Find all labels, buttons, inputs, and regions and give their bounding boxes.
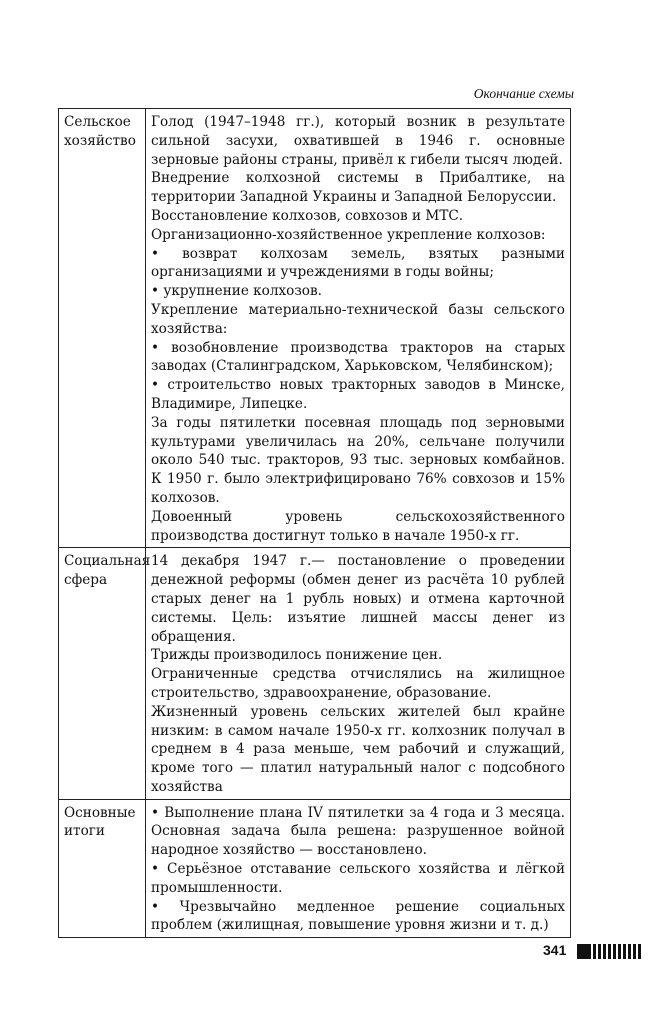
content-line: • возврат колхозам земель, взятых разными организациями и учреждениями в годы войны; xyxy=(151,245,565,281)
content-line: • Выполнение плана IV пятилетки за 4 года и 3 месяца. Основная задача была решена: разрушенное войной народное хозяйство — восстановлено. xyxy=(151,804,565,859)
row-label: Сельское хозяйство xyxy=(59,109,146,548)
row-label: Основные итоги xyxy=(59,799,146,938)
row-label: Социальная сфера xyxy=(59,548,146,799)
content-line: Восстановление колхозов, совхозов и МТС. xyxy=(151,207,464,224)
table-row-social xyxy=(59,548,571,799)
row-content xyxy=(146,548,571,799)
content-line: За годы пятилетки посевная площадь под зерновыми культурами увеличилась на 20%, сельчане получили около 540 тыс. тракторов, 93 тыс. зерновых комбайнов. К 1950 г. было электрифицировано 76% совхозов и 15% колхозов. xyxy=(151,414,565,506)
table-row-results xyxy=(59,799,571,938)
content-line: Укрепление материально-технической базы сельского хозяйства: xyxy=(151,301,565,337)
table-row-agriculture xyxy=(59,109,571,548)
content-line: Трижды производилось понижение цен. xyxy=(151,647,443,664)
content-line: • укрупнение колхозов. xyxy=(151,283,322,300)
page-number: 341 xyxy=(543,942,567,958)
content-line: Организационно-хозяйственное укрепление колхозов: xyxy=(151,226,546,243)
scheme-table xyxy=(58,108,571,938)
content-line: Довоенный уровень сельскохозяйственного производства достигнут только в начале 1950-х гг. xyxy=(151,508,565,544)
content-line: • Чрезвычайно медленное решение социальных проблем (жилищная, повышение уровня жизни и т. д.) xyxy=(151,898,565,934)
scheme-caption: Окончание схемы xyxy=(473,86,574,101)
content-line: 14 декабря 1947 г.— постановление о проведении денежной реформы (обмен денег из расчёта 10 рублей старых денег на 1 рубль новых) и отмена карточной системы. Цель: изъятие лишней массы денег из обращения. xyxy=(151,553,565,645)
content-line: Ограниченные средства отчислялись на жилищное строительство, здравоохранение, образование. xyxy=(151,666,565,701)
content-line: Внедрение колхозной системы в Прибалтике, на территории Западной Украины и Западной Белоруссии. xyxy=(151,170,565,206)
content-line: • строительство новых тракторных заводов в Минске, Владимире, Липецке. xyxy=(151,377,565,412)
content-line: • Серьёзное отставание сельского хозяйства и лёгкой промышленности. xyxy=(151,861,565,896)
content-line: Жизненный уровень сельских жителей был крайне низким: в самом начале 1950-х гг. колхозник получал в среднем в 4 раза меньше, чем рабочий и служащий, кроме того — платил натуральный налог с подсобного хозяйства xyxy=(151,703,565,795)
page-edge-bar xyxy=(577,944,643,959)
content-line: Голод (1947–1948 гг.), который возник в результате сильной засухи, охватившей в 1946 г. основные зерновые районы страны, привёл к гибели тысяч людей. xyxy=(151,114,565,168)
content-line: • возобновление производства тракторов на старых заводах (Сталинградском, Харьковском, Челябинском); xyxy=(151,339,565,375)
row-content xyxy=(146,799,571,938)
row-content xyxy=(146,109,571,548)
